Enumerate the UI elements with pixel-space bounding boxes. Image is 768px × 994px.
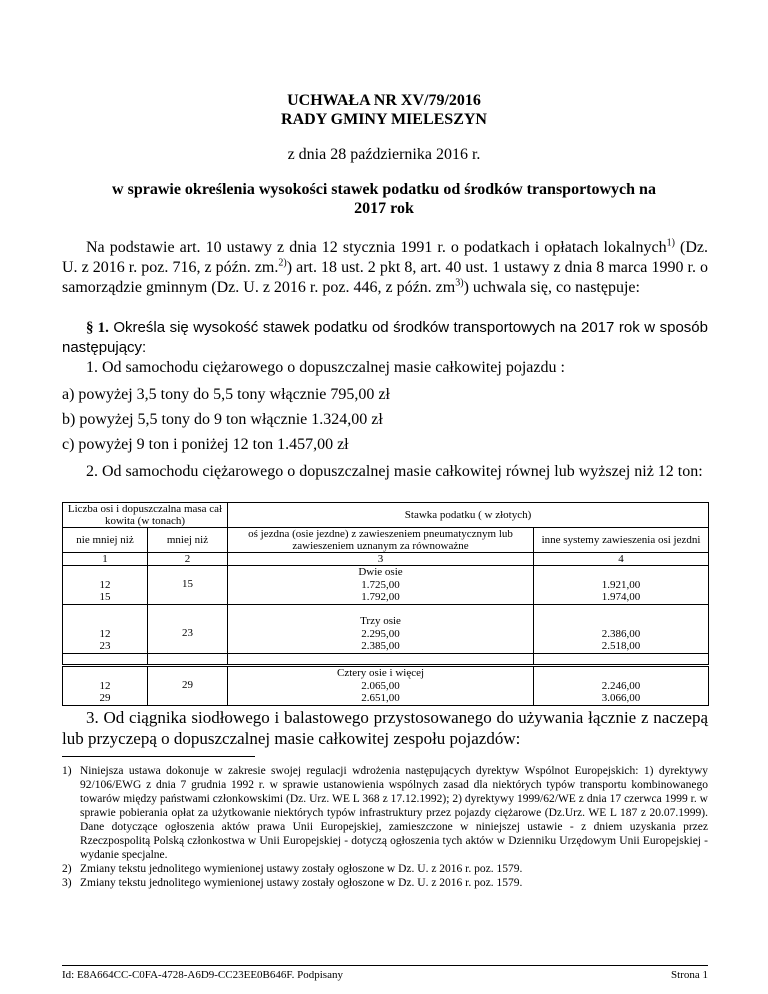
footnote-ref-3: 3) — [455, 277, 464, 289]
col-num-4: 4 — [534, 553, 709, 566]
group-label: Trzy osie — [228, 615, 534, 627]
table-row: 12 29 29 2.065,00 2.651,00 2.246,00 3.066,00 — [63, 679, 709, 706]
preamble: Na podstawie art. 10 ustawy z dnia 12 stycznia 1991 r. o podatkach i opłatach lokalnych$^{1)}$ (Dz. U. z 2016 r. poz. 716, z późn. zm.$^{2)}$) art. 18 ust. 2 pkt 8, art. 40 ust. 1 ustawy z dnia 8 marca 1990 r. o samorządzie gminnym (Dz. U. z 2016 r. poz. 446, z późn. $zm^{3)}$) uchwala się, co następuje: — [62, 237, 709, 296]
document-id: Id: E8A664CC-C0FA-4728-A6D9-CC23EE0B646F. Podpisany — [62, 969, 343, 981]
footnote-2: 2) Zmiany tekstu jednolitego wymienionej ustawy zostały ogłoszone w Dz. U. z 2016 r. poz. 1579. — [62, 863, 523, 875]
table-row — [63, 666, 709, 680]
col-num-3: 3 — [228, 553, 534, 566]
footnote-1: 1) Niniejsza ustawa dokonuje w zakresie swojej regulacji wdrożenia następujących dyrektyw Wspólnot Europejskich: 1) dyrektywy 92/106/EWG z dnia 7 grudnia 1992 r. w sprawie ustanowienia wspólnych zasad dla niektórych typów transportu kombinowanego towarów między państwami członkowskimi (Dz. Urz. WE L 368 z 17.12.1992); 2) dyrektywy 1999/62/WE z dnia 17 czerwca 1999 r. w sprawie pobierania opłat za użytkowanie niektórych typów infrastruktury przez pojazdy ciężarowe (Dz.Urz. WE L 187 z 20.07.1999). Dane dotyczące ogłoszenia aktów prawa Unii Europejskiej, zamieszczone w niniejszej ustawie - z dniem uzyskania przez Rzeczpospolitą Polską członkostwa w Unii Europejskiej - dotyczą ogłoszenia tych aktów w Dzienniku Urzędowym Unii Europejskiej - wydanie specjalne. — [62, 765, 708, 861]
point-3: 3. Od ciągnika siodłowego i balastowego przystosowanego do używania łącznie z naczepą lub przyczepą o dopuszczalnej masie całkowitej zespołu pojazdów: — [62, 708, 708, 748]
subject-line-2: 2017 rok — [354, 200, 414, 217]
page-number: Strona 1 — [671, 969, 708, 981]
point-1c: c) powyżej 9 ton i poniżej 12 ton 1.457,00 zł — [62, 436, 349, 453]
footnote-separator — [62, 756, 255, 757]
header-rate: Stawka podatku ( w złotych) — [228, 503, 709, 528]
header-min: nie mniej niż — [63, 528, 148, 553]
table-row: 12 15 15 1.725,00 1.792,00 1.921,00 1.974,00 — [63, 578, 709, 605]
footnotes — [62, 764, 708, 890]
col-num-2: 2 — [148, 553, 228, 566]
footnote-3: 3) Zmiany tekstu jednolitego wymienionej ustawy zostały ogłoszone w Dz. U. z 2016 r. poz. 1579. — [62, 877, 523, 889]
tax-rate-table — [62, 502, 709, 706]
header-other: inne systemy zawieszenia osi jezdni — [534, 528, 709, 553]
group-label: Cztery osie i więcej — [228, 666, 534, 680]
table-row — [63, 615, 709, 627]
resolution-date: z dnia 28 października 2016 r. — [287, 146, 481, 163]
group-label: Dwie osie — [228, 566, 534, 579]
footnote-ref-2: 2) — [278, 257, 287, 269]
point-1: 1. Od samochodu ciężarowego o dopuszczalnej masie całkowitej pojazdu : — [86, 359, 565, 376]
resolution-number: UCHWAŁA NR XV/79/2016 — [287, 92, 481, 109]
section-1-label: § 1. — [86, 320, 109, 336]
footnote-ref-1: 1) — [666, 237, 675, 249]
council-name: RADY GMINY MIELESZYN — [281, 111, 487, 128]
table-row: 12 23 23 2.295,00 2.385,00 2.386,00 2.518,00 — [63, 627, 709, 654]
footer-rule — [62, 965, 708, 966]
point-2: 2. Od samochodu ciężarowego o dopuszczalnej masie całkowitej równej lub wyższej niż 12 ton: — [86, 463, 703, 480]
header-pneumatic: oś jezdna (osie jezdne) z zawieszeniem pneumatycznym lub zawieszeniem uznanym za równoważne — [228, 528, 534, 553]
section-1: § 1. Określa się wysokość stawek podatku od środków transportowych na 2017 rok w sposób następujący: — [62, 319, 708, 356]
table-row — [63, 566, 709, 579]
subject-line-1: w sprawie określenia wysokości stawek podatku od środków transportowych na — [112, 181, 656, 198]
header-max: mniej niż — [148, 528, 228, 553]
header-axles: Liczba osi i dopuszczalna masa cał kowita (w tonach) — [63, 503, 228, 528]
col-num-1: 1 — [63, 553, 148, 566]
point-1a: a) powyżej 3,5 tony do 5,5 tony włącznie 795,00 zł — [62, 386, 390, 403]
point-1b: b) powyżej 5,5 tony do 9 ton włącznie 1.324,00 zł — [62, 411, 383, 428]
